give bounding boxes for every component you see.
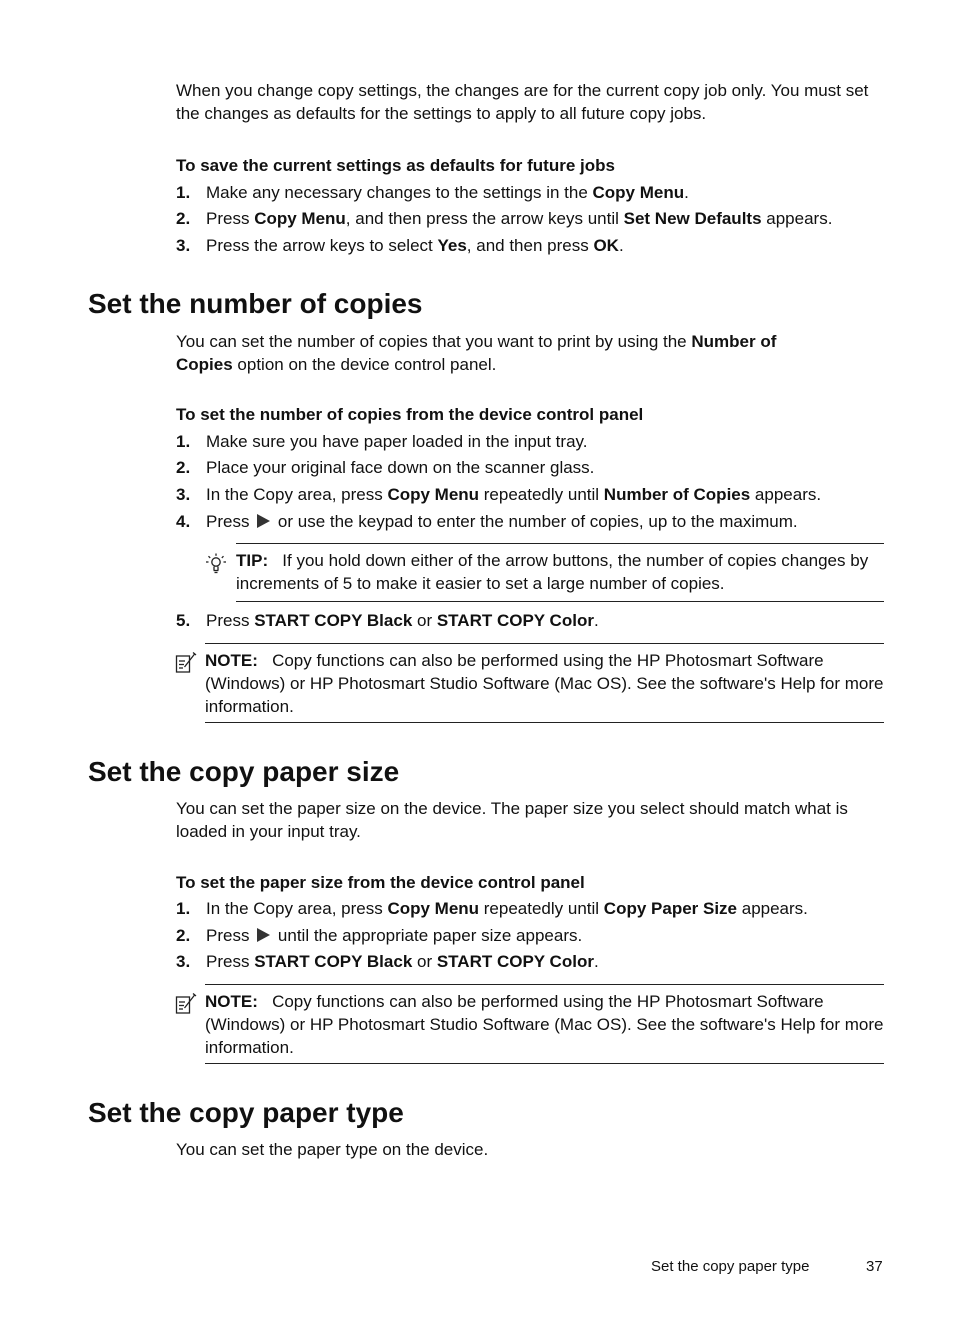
bold-term: Copy Menu <box>254 209 346 228</box>
text-run: . <box>684 183 689 202</box>
right-arrow-icon <box>256 927 271 943</box>
step-number: 3. <box>176 952 191 971</box>
copies-intro <box>176 330 836 376</box>
bold-term: Number of Copies <box>603 485 751 504</box>
text-run: . <box>593 952 599 971</box>
text-run: Make sure you have paper loaded in the input tray. <box>206 432 588 451</box>
note-label: NOTE: <box>205 992 258 1011</box>
text-run: repeatedly until <box>479 899 604 918</box>
right-arrow-icon <box>256 513 271 529</box>
step-number: 1. <box>176 432 191 451</box>
bold-term: Yes <box>437 236 467 255</box>
bold-term: START COPY Color <box>436 952 594 971</box>
section-title-paper-type: Set the copy paper type <box>88 1097 404 1128</box>
note-label: NOTE: <box>205 651 258 670</box>
text-run: appears. <box>750 485 822 504</box>
note-bottom-rule <box>205 1063 884 1064</box>
footer-section-title: Set the copy paper type <box>651 1258 810 1275</box>
bold-term: Copy Menu <box>592 183 685 202</box>
section-title-paper-size: Set the copy paper size <box>88 756 400 787</box>
lightbulb-icon <box>205 553 227 575</box>
step-number: 2. <box>176 209 191 228</box>
step-text <box>206 950 896 973</box>
tip-bottom-rule <box>236 601 884 602</box>
step-text-before: Press <box>206 512 255 531</box>
text-run: appears. <box>761 209 833 228</box>
step-text <box>206 234 896 257</box>
step-number: 4. <box>176 512 191 531</box>
paper-type-intro: You can set the paper type on the device. <box>176 1140 489 1159</box>
step-number: 2. <box>176 926 191 945</box>
text-run: Press the arrow keys to select <box>206 236 438 255</box>
step-text-before: Press <box>206 926 255 945</box>
step-text <box>206 483 896 506</box>
step-text-after: until the appropriate paper size appears. <box>273 926 583 945</box>
paper-size-procedure-heading: To set the paper size from the device control panel <box>176 873 585 892</box>
note-body: Copy functions can also be performed using the HP Photosmart Software (Windows) or HP Photosmart Studio Software (Mac OS). See the software's Help for more information. <box>205 992 884 1057</box>
bold-term: START COPY Color <box>436 611 594 630</box>
text-run: In the Copy area, press <box>206 485 388 504</box>
intro-paragraph: When you change copy settings, the changes are for the current copy job only. You must set the changes as defaults for the settings to apply to all future copy jobs. <box>176 81 869 123</box>
text-run: . <box>593 611 599 630</box>
step-text <box>206 924 896 947</box>
note-top-rule <box>205 984 884 985</box>
step-text <box>206 181 896 204</box>
save-defaults-heading: To save the current settings as defaults for future jobs <box>176 156 615 175</box>
paper-size-intro: You can set the paper size on the device. The paper size you select should match what is loaded in your input tray. <box>176 799 848 841</box>
step-number: 3. <box>176 236 191 255</box>
bold-term: Copy Paper Size <box>603 899 738 918</box>
bold-term: START COPY Black <box>254 952 413 971</box>
step-text-after: or use the keypad to enter the number of copies, up to the maximum. <box>273 512 798 531</box>
text-run: option on the device control panel. <box>232 355 497 374</box>
tip-label: TIP: <box>236 551 269 570</box>
step-text <box>206 430 896 453</box>
note-pencil-icon <box>175 652 197 674</box>
text-run: or <box>412 611 437 630</box>
step-number: 3. <box>176 485 191 504</box>
bold-term: Copy Menu <box>387 899 480 918</box>
text-run: Make any necessary changes to the settings in the <box>206 183 593 202</box>
text-run: Press <box>206 209 255 228</box>
text-run: Press <box>206 952 255 971</box>
text-run: appears. <box>737 899 808 918</box>
note-bottom-rule <box>205 722 884 723</box>
bold-term: START COPY Black <box>254 611 413 630</box>
text-run: Press <box>206 611 255 630</box>
bold-term: Set New Defaults <box>623 209 762 228</box>
step-number: 1. <box>176 183 191 202</box>
note-top-rule <box>205 643 884 644</box>
text-run: In the Copy area, press <box>206 899 388 918</box>
note-text <box>205 990 885 1059</box>
step-text <box>206 456 896 479</box>
page-number: 37 <box>866 1258 883 1275</box>
text-run: , and then press <box>466 236 594 255</box>
tip-text <box>236 549 876 595</box>
text-run: Place your original face down on the scanner glass. <box>206 458 595 477</box>
section-title-copies: Set the number of copies <box>88 288 423 319</box>
step-text <box>206 207 896 230</box>
tip-body: If you hold down either of the arrow buttons, the number of copies changes by increments of 5 to make it easier to set a large number of copies. <box>236 551 869 593</box>
step-text <box>206 609 896 632</box>
step-text <box>206 897 896 920</box>
bold-term: Copy Menu <box>387 485 480 504</box>
text-run: . <box>618 236 624 255</box>
copies-procedure-heading: To set the number of copies from the device control panel <box>176 405 644 424</box>
step-number: 2. <box>176 458 191 477</box>
note-body: Copy functions can also be performed using the HP Photosmart Software (Windows) or HP Photosmart Studio Software (Mac OS). See the software's Help for more information. <box>205 651 884 716</box>
step-number: 5. <box>176 611 191 630</box>
step-text <box>206 510 896 533</box>
tip-top-rule <box>236 543 884 544</box>
bold-term: Number of Copies <box>176 332 777 374</box>
step-number: 1. <box>176 899 191 918</box>
note-pencil-icon <box>175 993 197 1015</box>
note-text <box>205 649 885 718</box>
text-run: You can set the number of copies that you want to print by using the <box>176 332 692 351</box>
text-run: or <box>412 952 437 971</box>
text-run: repeatedly until <box>479 485 604 504</box>
bold-term: OK <box>593 236 619 255</box>
text-run: , and then press the arrow keys until <box>345 209 624 228</box>
